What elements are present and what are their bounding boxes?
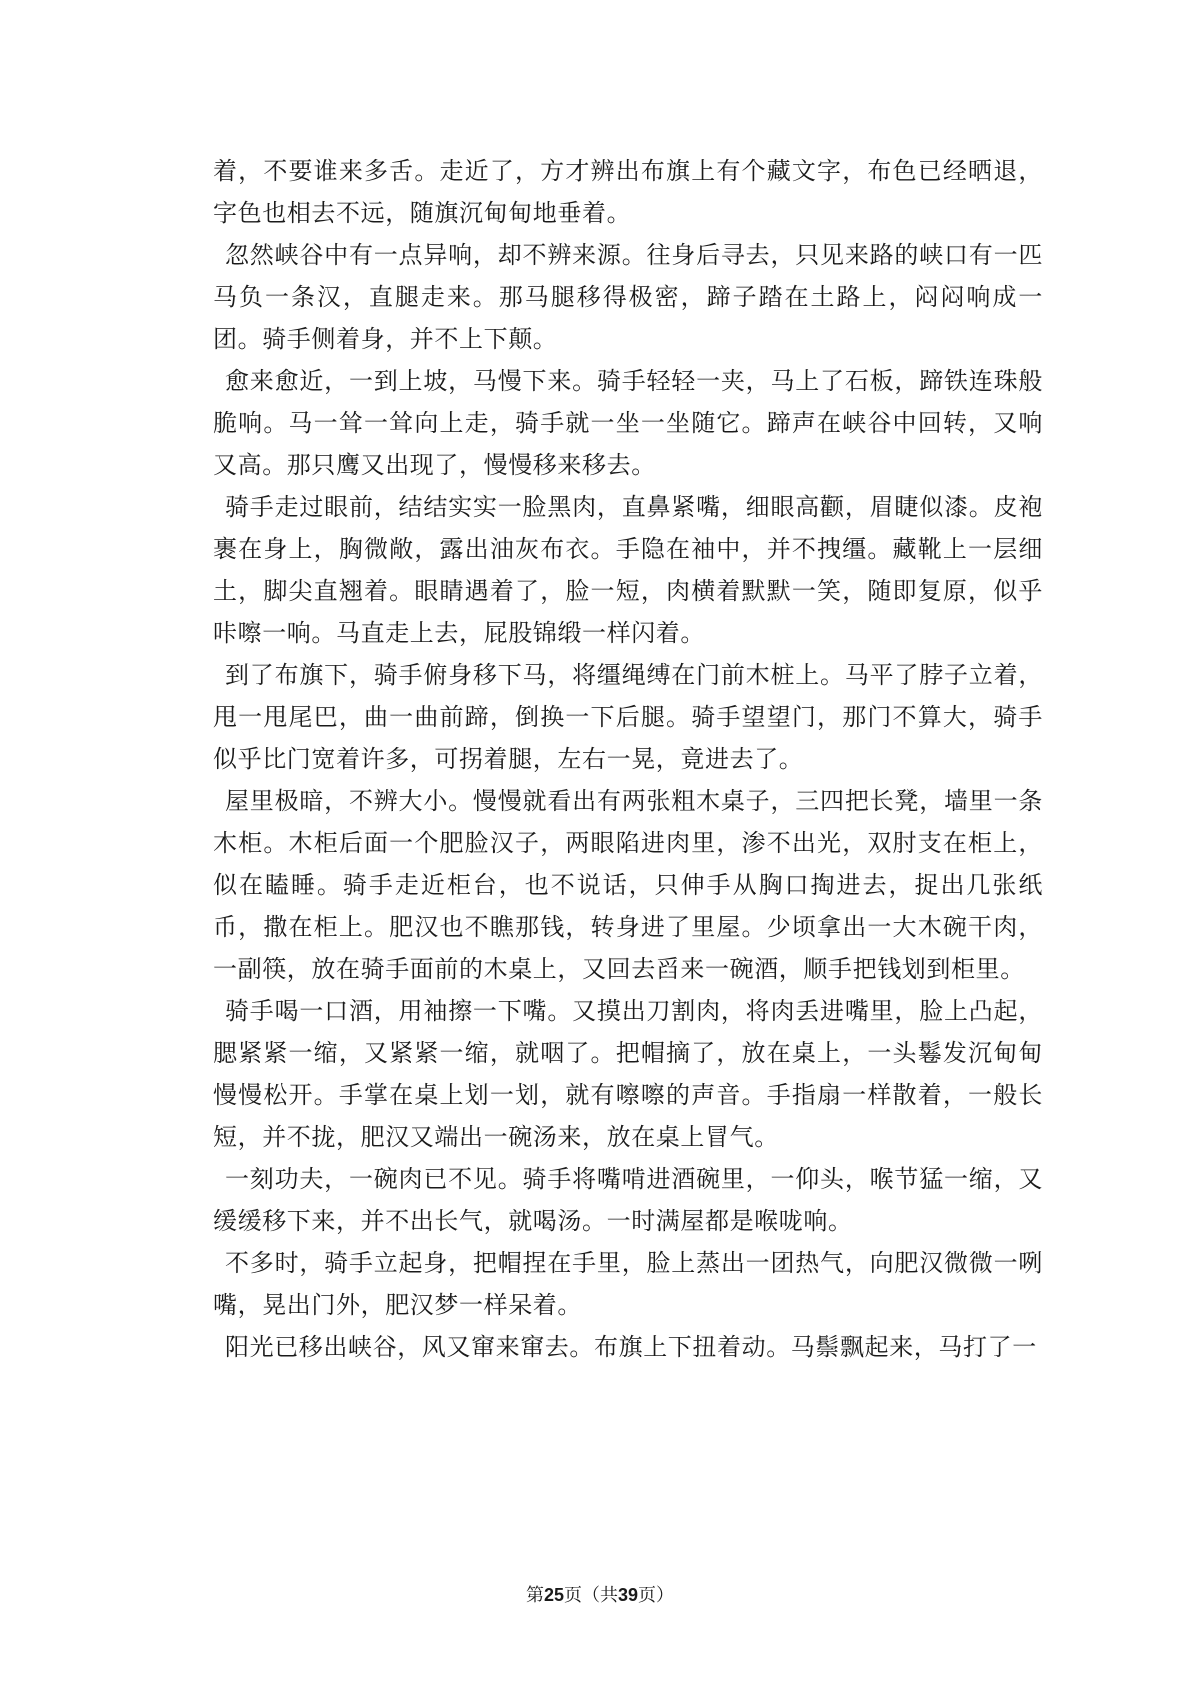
- footer-suffix: 页）: [638, 1585, 675, 1606]
- paragraph-4: 骑手走过眼前，结结实实一脸黑肉，直鼻紧嘴，细眼高颧，眉睫似漆。皮袍裹在身上，胸微敞，露出油灰布衣。手隐在袖中，并不拽缰。藏靴上一层细土，脚尖直翘着。眼睛遇着了，脸一短，肉横着默默一笑，随即复原，似乎咔嚓一响。马直走上去，屁股锦缎一样闪着。: [213, 493, 1043, 647]
- paragraph-8: 一刻功夫，一碗肉已不见。骑手将嘴啃进酒碗里，一仰头，喉节猛一缩，又缓缓移下来，并不出长气，就喝汤。一时满屋都是喉咙响。: [213, 1165, 1043, 1235]
- paragraph-10: 阳光已移出峡谷，风又窜来窜去。布旗上下扭着动。马鬃飘起来，马打了一: [225, 1333, 1037, 1361]
- footer-middle: 页（共: [564, 1585, 618, 1606]
- page-footer: [0, 1583, 1200, 1608]
- paragraph-9: 不多时，骑手立起身，把帽捏在手里，脸上蒸出一团热气，向肥汉微微一咧嘴，晃出门外，肥汉梦一样呆着。: [213, 1249, 1043, 1319]
- paragraph-7: 骑手喝一口酒，用袖擦一下嘴。又摸出刀割肉，将肉丢进嘴里，脸上凸起，腮紧紧一缩，又紧紧一缩，就咽了。把帽摘了，放在桌上，一头鬈发沉甸甸慢慢松开。手掌在桌上划一划，就有嚓嚓的声音。手指扇一样散着，一般长短，并不拢，肥汉又端出一碗汤来，放在桌上冒气。: [213, 997, 1043, 1151]
- paragraph-3: 愈来愈近，一到上坡，马慢下来。骑手轻轻一夹，马上了石板，蹄铁连珠般脆响。马一耸一耸向上走，骑手就一坐一坐随它。蹄声在峡谷中回转，又响又高。那只鹰又出现了，慢慢移来移去。: [213, 367, 1043, 479]
- footer-prefix: 第: [525, 1585, 544, 1606]
- body-text: [213, 150, 1043, 1368]
- paragraph-1: 着，不要谁来多舌。走近了，方才辨出布旗上有个藏文字，布色已经晒退，字色也相去不远，随旗沉甸甸地垂着。: [213, 157, 1043, 227]
- total-pages-number: 39: [618, 1585, 639, 1605]
- paragraph-6: 屋里极暗，不辨大小。慢慢就看出有两张粗木桌子，三四把长凳，墙里一条木柜。木柜后面一个肥脸汉子，两眼陷进肉里，渗不出光，双肘支在柜上，似在瞌睡。骑手走近柜台，也不说话，只伸手从胸口掏进去，捉出几张纸币，撒在柜上。肥汉也不瞧那钱，转身进了里屋。少顷拿出一大木碗干肉，一副筷，放在骑手面前的木桌上，又回去舀来一碗酒，顺手把钱划到柜里。: [213, 787, 1043, 983]
- paragraph-2: 忽然峡谷中有一点异响，却不辨来源。往身后寻去，只见来路的峡口有一匹马负一条汉，直腿走来。那马腿移得极密，蹄子踏在土路上，闷闷响成一团。骑手侧着身，并不上下颠。: [213, 241, 1043, 353]
- paragraph-5: 到了布旗下，骑手俯身移下马，将缰绳缚在门前木桩上。马平了脖子立着，甩一甩尾巴，曲一曲前蹄，倒换一下后腿。骑手望望门，那门不算大，骑手似乎比门宽着许多，可拐着腿，左右一晃，竟进去了。: [213, 661, 1043, 773]
- current-page-number: 25: [543, 1585, 564, 1605]
